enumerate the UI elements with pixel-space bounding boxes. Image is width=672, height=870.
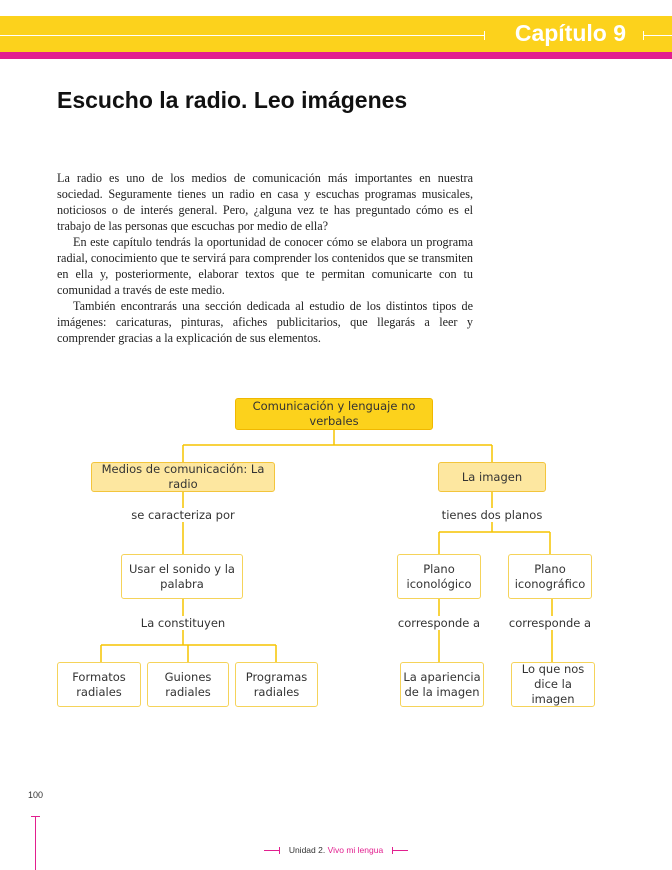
intro-paragraph-2: En este capítulo tendrás la oportunidad de conocer cómo se elabora un programa radial, conocimiento que te servirá para comprender los contenidos que se transmiten en ella y, posteriormente, elaborar textos que te permitan comunicarte con tu comunidad a través de este medio. bbox=[57, 235, 473, 297]
concept-sonido-palabra: Usar el sonido y la palabra bbox=[121, 554, 243, 599]
concept-root: Comunicación y lenguaje no verbales bbox=[235, 398, 433, 430]
concept-programas-radiales: Programas radiales bbox=[235, 662, 318, 707]
chapter-label: Capítulo 9 bbox=[514, 20, 626, 46]
link-la-constituyen: La constituyen bbox=[140, 616, 226, 630]
concept-dice-imagen: Lo que nos dice la imagen bbox=[511, 662, 595, 707]
footer-unit-title: Vivo mi lengua bbox=[327, 845, 384, 855]
intro-paragraph-3: También encontrarás una sección dedicada al estudio de los distintos tipos de imágenes: caricaturas, pinturas, afiches publicitarios, que llegarás a leer y comprender gracias a la explicación de sus elementos. bbox=[57, 299, 473, 345]
page-number: 100 bbox=[28, 790, 44, 800]
footer bbox=[0, 845, 672, 855]
concept-radio: Medios de comunicación: La radio bbox=[91, 462, 275, 492]
concept-plano-iconografico: Plano iconográfico bbox=[508, 554, 592, 599]
link-corresponde-a: corresponde a bbox=[508, 616, 592, 630]
intro-paragraph-1: La radio es uno de los medios de comunicación más importantes en nuestra sociedad. Seguramente tienes un radio en casa y escuchas programas musicales, noticiosos o de interés general. Pero, ¿alguna vez te has preguntado cómo es el trabajo de las personas que escuchas por medio de ella? bbox=[57, 171, 473, 233]
concept-formatos-radiales: Formatos radiales bbox=[57, 662, 141, 707]
footer-unit: Unidad 2. bbox=[288, 845, 326, 855]
footer-marker-left bbox=[264, 850, 280, 851]
footer-marker-right bbox=[392, 850, 408, 851]
margin-rule bbox=[35, 817, 36, 870]
concept-guiones-radiales: Guiones radiales bbox=[147, 662, 229, 707]
link-se-caracteriza: se caracteriza por bbox=[131, 508, 235, 522]
link-corresponde-a: corresponde a bbox=[397, 616, 481, 630]
concept-apariencia-imagen: La apariencia de la imagen bbox=[400, 662, 484, 707]
link-dos-planos: tienes dos planos bbox=[441, 508, 543, 522]
concept-plano-iconologico: Plano iconológico bbox=[397, 554, 481, 599]
page-title: Escucho la radio. Leo imágenes bbox=[57, 87, 408, 113]
concept-imagen: La imagen bbox=[438, 462, 546, 492]
